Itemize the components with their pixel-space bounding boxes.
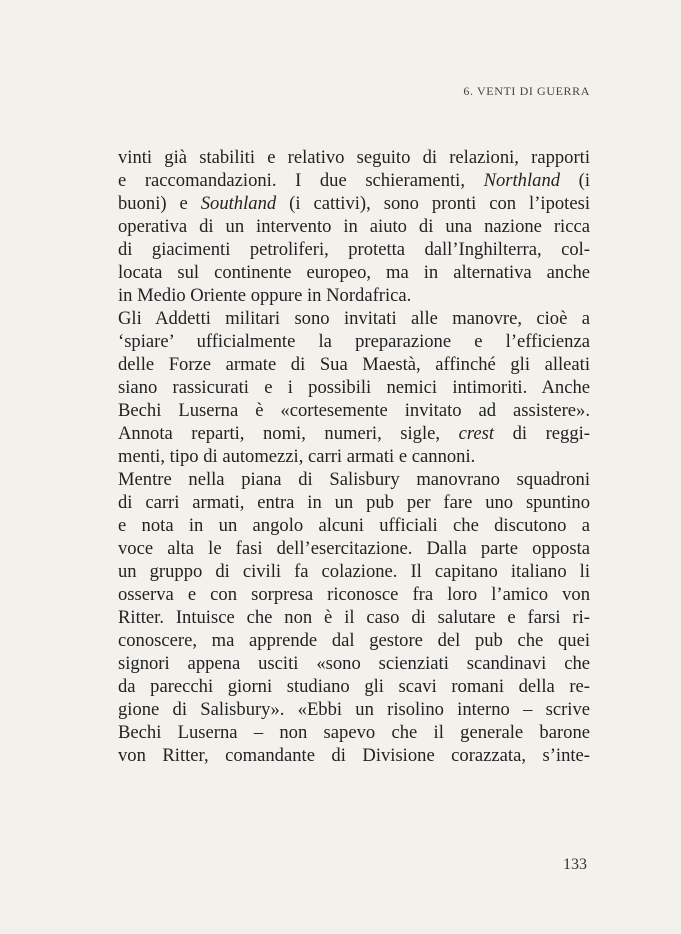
text-line: osserva e con sorpresa riconosce fra loro l’amico von xyxy=(118,584,590,605)
text-line: siano rassicurati e i possibili nemici intimoriti. Anche xyxy=(118,377,590,398)
text-line: di carri armati, entra in un pub per fare uno spuntino xyxy=(118,492,590,513)
text-line: buoni) e Southland (i cattivi), sono pronti con l’ipotesi xyxy=(118,193,590,214)
text-line: Gli Addetti militari sono invitati alle manovre, cioè a xyxy=(118,308,590,329)
text-line: ‘spiare’ ufficialmente la preparazione e l’efficienza xyxy=(118,331,590,352)
text-line: un gruppo di civili fa colazione. Il capitano italiano li xyxy=(118,561,590,582)
text-line: delle Forze armate di Sua Maestà, affinché gli alleati xyxy=(118,354,590,375)
running-head: 6. VENTI DI GUERRA xyxy=(463,84,590,98)
text-line: von Ritter, comandante di Divisione corazzata, s’inte- xyxy=(118,745,590,766)
text-line: di giacimenti petroliferi, protetta dall’Inghilterra, col- xyxy=(118,239,590,260)
text-line: signori appena usciti «sono scienziati scandinavi che xyxy=(118,653,590,674)
text-line: da parecchi giorni studiano gli scavi romani della re- xyxy=(118,676,590,697)
text-line: locata sul continente europeo, ma in alternativa anche xyxy=(118,262,590,283)
text-line: vinti già stabiliti e relativo seguito di relazioni, rapporti xyxy=(118,147,590,168)
text-line: menti, tipo di automezzi, carri armati e cannoni. xyxy=(118,446,476,467)
text-line: operativa di un intervento in aiuto di una nazione ricca xyxy=(118,216,590,237)
text-line: Bechi Luserna – non sapevo che il generale barone xyxy=(118,722,590,743)
text-line: in Medio Oriente oppure in Nordafrica. xyxy=(118,285,412,306)
text-line: Annota reparti, nomi, numeri, sigle, crest di reggi- xyxy=(118,423,590,444)
page-number: 133 xyxy=(563,856,587,873)
text-line: Ritter. Intuisce che non è il caso di salutare e farsi ri- xyxy=(118,607,590,628)
text-line: conoscere, ma apprende dal gestore del pub che quei xyxy=(118,630,590,651)
text-line: voce alta le fasi dell’esercitazione. Dalla parte opposta xyxy=(118,538,590,559)
text-line: gione di Salisbury». «Ebbi un risolino interno – scrive xyxy=(118,699,590,720)
text-line: Mentre nella piana di Salisbury manovrano squadroni xyxy=(118,469,590,490)
text-line: e raccomandazioni. I due schieramenti, Northland (i xyxy=(118,170,590,191)
body-text xyxy=(118,146,590,767)
text-line: e nota in un angolo alcuni ufficiali che discutono a xyxy=(118,515,590,536)
text-line: Bechi Luserna è «cortesemente invitato ad assistere». xyxy=(118,400,590,421)
